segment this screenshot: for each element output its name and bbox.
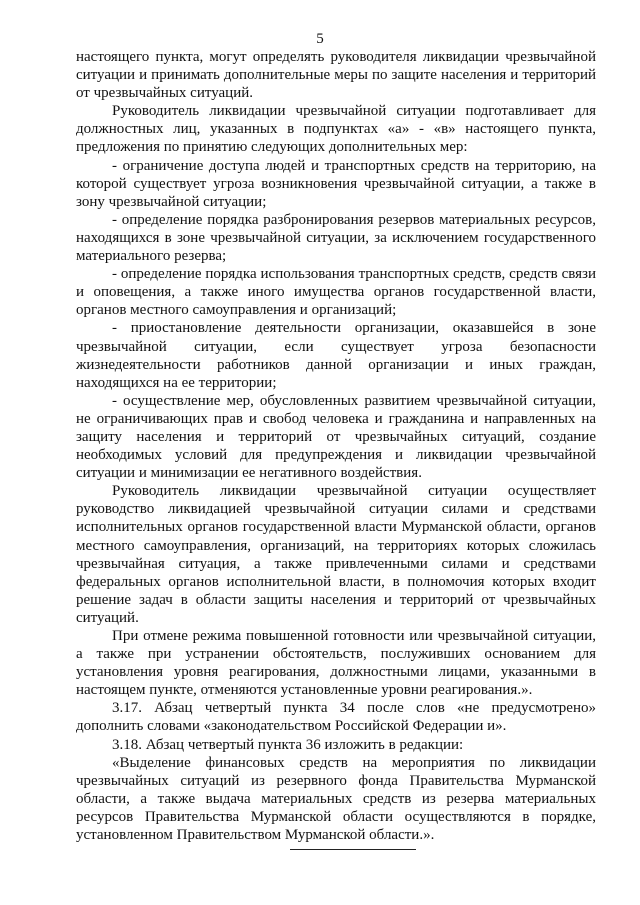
document-body [76,48,596,844]
paragraph-leadership: Руководитель ликвидации чрезвычайной ситуации осуществляет руководство ликвидацией чрезвычайной ситуации силами и средствами исполнительных органов государственной власти Мурманской области, органов местного самоуправления, организаций, на территориях которых сложилась чрезвычайная ситуация, а также привлеченными силами и средствами федеральных органов исполнительной власти, в полномочия которых входит решение задач в области защиты населения и территорий от чрезвычайных ситуаций. [76,483,596,626]
list-item-measures: - осуществление мер, обусловленных развитием чрезвычайной ситуации, не ограничивающих прав и свобод человека и гражданина и направленных на защиту населения и территорий от чрезвычайных ситуаций, создание необходимых условий для предупреждения и ликвидации чрезвычайной ситуации и минимизации ее негативного воздействия. [76,392,596,482]
paragraph-amendment-3-17: 3.17. Абзац четвертый пункта 34 после слов «не предусмотрено» дополнить словами «законодательством Российской Федерации и». [76,700,596,735]
paragraph-continuation: настоящего пункта, могут определять руководителя ликвидации чрезвычайной ситуации и принимать дополнительные меры по защите населения и территорий от чрезвычайных ситуаций. [76,49,596,102]
paragraph-amendment-3-18: 3.18. Абзац четвертый пункта 36 изложить в редакции: [112,736,464,753]
paragraph-cancellation: При отмене режима повышенной готовности или чрезвычайной ситуации, а также при устранении обстоятельств, послуживших основанием для установления уровня реагирования, должностными лицами, указанными в настоящем пункте, отменяются установленные уровни реагирования.». [76,628,596,699]
list-item-access-restriction: - ограничение доступа людей и транспортных средств на территорию, на которой существует угроза возникновения чрезвычайной ситуации, а также в зону чрезвычайной ситуации; [76,157,596,210]
paragraph-leader-proposals: Руководитель ликвидации чрезвычайной ситуации подготавливает для должностных лиц, указанных в подпунктах «а» - «в» настоящего пункта, предложения по принятию следующих дополнительных мер: [76,103,596,156]
list-item-transport: - определение порядка использования транспортных средств, средств связи и оповещения, а также иного имущества органов государственной власти, органов местного самоуправления и организаций; [76,266,596,319]
list-item-reserves: - определение порядка разбронирования резервов материальных ресурсов, находящихся в зоне чрезвычайной ситуации, за исключением государственного материального резерва; [76,211,596,265]
list-item-suspension: - приостановление деятельности организации, оказавшейся в зоне чрезвычайной ситуации, если существует угроза безопасности жизнедеятельности работников данной организации и иных граждан, находящихся на ее территории; [76,320,596,391]
page-number: 5 [316,31,324,47]
footer-divider [290,849,416,850]
paragraph-quoted-text: «Выделение финансовых средств на мероприятия по ликвидации чрезвычайных ситуаций из резервного фонда Правительства Мурманской области, а также выдача материальных средств из резерва материальных ресурсов Правительства Мурманской области осуществляются в порядке, установленном Правительством Мурманской области.». [76,754,596,844]
